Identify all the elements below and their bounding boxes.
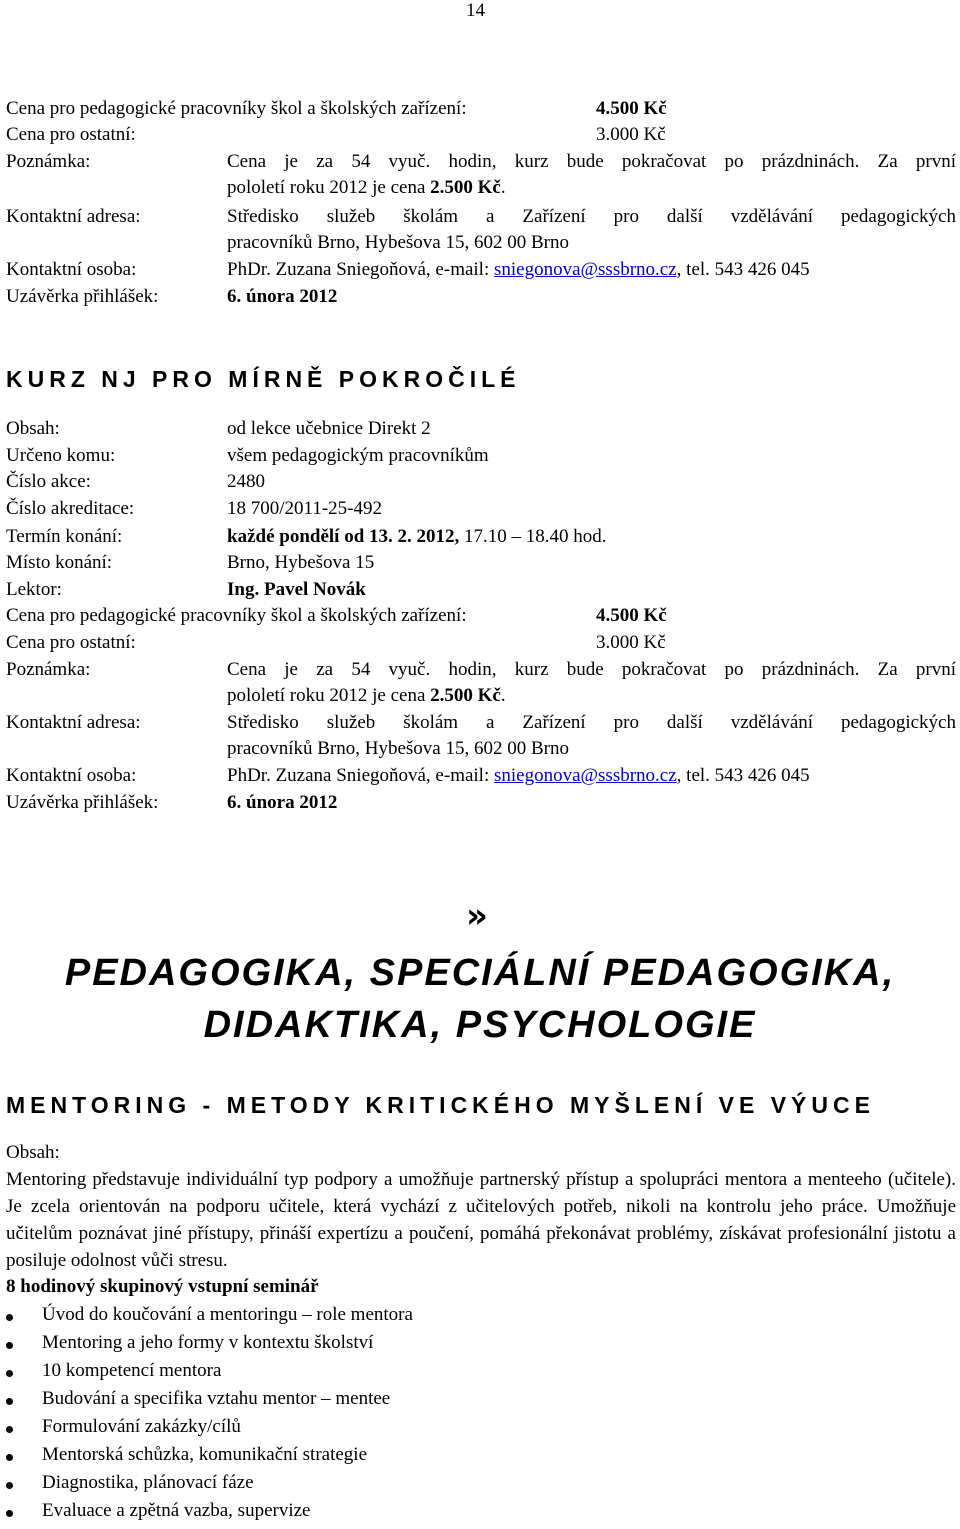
contact-email-link[interactable]: sniegonova@sssbrno.cz bbox=[494, 259, 677, 280]
place-label: Místo konání: bbox=[6, 552, 113, 573]
lecturer-label: Lektor: bbox=[6, 579, 62, 600]
note-label: Poznámka: bbox=[6, 151, 91, 172]
page-number: 14 bbox=[466, 0, 485, 21]
note-text-line2: pololetí roku 2012 je cena 2.500 Kč. bbox=[227, 177, 506, 198]
bullet-icon bbox=[6, 1426, 13, 1433]
contact-label: Kontaktní osoba: bbox=[6, 765, 137, 786]
content-label: Obsah: bbox=[6, 418, 60, 439]
price-other-value: 3.000 Kč bbox=[596, 124, 666, 145]
bullet-icon bbox=[6, 1510, 13, 1517]
date-label: Termín konání: bbox=[6, 526, 123, 547]
lecturer-value: Ing. Pavel Novák bbox=[227, 579, 366, 600]
address-line2: pracovníků Brno, Hybešova 15, 602 00 Brno bbox=[227, 738, 569, 759]
bullet-icon bbox=[6, 1314, 13, 1321]
note-price: 2.500 Kč bbox=[430, 177, 501, 198]
target-value: všem pedagogickým pracovníkům bbox=[227, 445, 489, 466]
price-teachers-value: 4.500 Kč bbox=[596, 98, 667, 119]
address-line2: pracovníků Brno, Hybešova 15, 602 00 Brno bbox=[227, 232, 569, 253]
address-line1: Středisko služeb školám a Zařízení pro další vzdělávání pedagogických bbox=[227, 712, 956, 733]
bullet-icon bbox=[6, 1342, 13, 1349]
deadline-value: 6. února 2012 bbox=[227, 286, 338, 307]
contact-value: PhDr. Zuzana Sniegoňová, e-mail: sniegonova@sssbrno.cz, tel. 543 426 045 bbox=[227, 765, 810, 786]
note-text-line2: pololetí roku 2012 je cena 2.500 Kč. bbox=[227, 685, 506, 706]
course-title: KURZ NJ PRO MÍRNĚ POKROČILÉ bbox=[6, 366, 521, 392]
price-teachers-label: Cena pro pedagogické pracovníky škol a školských zařízení: bbox=[6, 98, 467, 119]
note-text-line1: Cena je za 54 vyuč. hodin, kurz bude pokračovat po prázdninách. Za první bbox=[227, 151, 956, 172]
note-label: Poznámka: bbox=[6, 659, 91, 680]
seminar-title: 8 hodinový skupinový vstupní seminář bbox=[6, 1276, 319, 1297]
accreditation-label: Číslo akreditace: bbox=[6, 498, 135, 519]
place-value: Brno, Hybešova 15 bbox=[227, 552, 375, 573]
bullet-icon bbox=[6, 1370, 13, 1377]
bullet-icon bbox=[6, 1454, 13, 1461]
price-teachers-label: Cena pro pedagogické pracovníky škol a školských zařízení: bbox=[6, 605, 467, 626]
contact-value: PhDr. Zuzana Sniegoňová, e-mail: sniegonova@sssbrno.cz, tel. 543 426 045 bbox=[227, 259, 810, 280]
chevron-icon: » bbox=[466, 896, 488, 936]
deadline-label: Uzávěrka přihlášek: bbox=[6, 792, 159, 813]
bullet-icon bbox=[6, 1482, 13, 1489]
deadline-value: 6. února 2012 bbox=[227, 792, 338, 813]
content-value: od lekce učebnice Direkt 2 bbox=[227, 418, 431, 439]
contact-email-link[interactable]: sniegonova@sssbrno.cz bbox=[494, 765, 677, 786]
deadline-label: Uzávěrka přihlášek: bbox=[6, 286, 159, 307]
address-label: Kontaktní adresa: bbox=[6, 712, 141, 733]
address-line1: Středisko služeb školám a Zařízení pro další vzdělávání pedagogických bbox=[227, 206, 956, 227]
content-label: Obsah: bbox=[6, 1142, 60, 1163]
note-price: 2.500 Kč bbox=[430, 685, 501, 706]
section-title-line1: PEDAGOGIKA, SPECIÁLNÍ PEDAGOGIKA, bbox=[64, 952, 896, 994]
content-paragraph: Mentoring představuje individuální typ podpory a umožňuje partnerský přístup a spolupráci mentora a menteeho (učitele). Je zcela orientován na podporu učitele, která vychází z učitelových potřeb, nikoli na kontrolu jeho práce. Umožňuje učitelům poznávat jiné přístupy, přináší expertízu a poučení, pomáhá překonávat problémy, získávat profesionální jistotu a posiluje odolnost vůči stresu. bbox=[6, 1169, 956, 1271]
section-title-line2: DIDAKTIKA, PSYCHOLOGIE bbox=[203, 1004, 757, 1046]
note-text-line1: Cena je za 54 vyuč. hodin, kurz bude pokračovat po prázdninách. Za první bbox=[227, 659, 956, 680]
address-label: Kontaktní adresa: bbox=[6, 206, 141, 227]
price-teachers-value: 4.500 Kč bbox=[596, 605, 667, 626]
action-value: 2480 bbox=[227, 471, 265, 492]
price-other-label: Cena pro ostatní: bbox=[6, 632, 136, 653]
action-label: Číslo akce: bbox=[6, 471, 91, 492]
date-value: každé pondělí od 13. 2. 2012, 17.10 – 18.40 hod. bbox=[227, 526, 607, 547]
price-other-value: 3.000 Kč bbox=[596, 632, 666, 653]
price-other-label: Cena pro ostatní: bbox=[6, 124, 136, 145]
contact-label: Kontaktní osoba: bbox=[6, 259, 137, 280]
accreditation-value: 18 700/2011-25-492 bbox=[227, 498, 382, 519]
bullet-icon bbox=[6, 1398, 13, 1405]
target-label: Určeno komu: bbox=[6, 445, 116, 466]
course-title: MENTORING - METODY KRITICKÉHO MYŠLENÍ VE VÝUCE bbox=[6, 1092, 875, 1118]
